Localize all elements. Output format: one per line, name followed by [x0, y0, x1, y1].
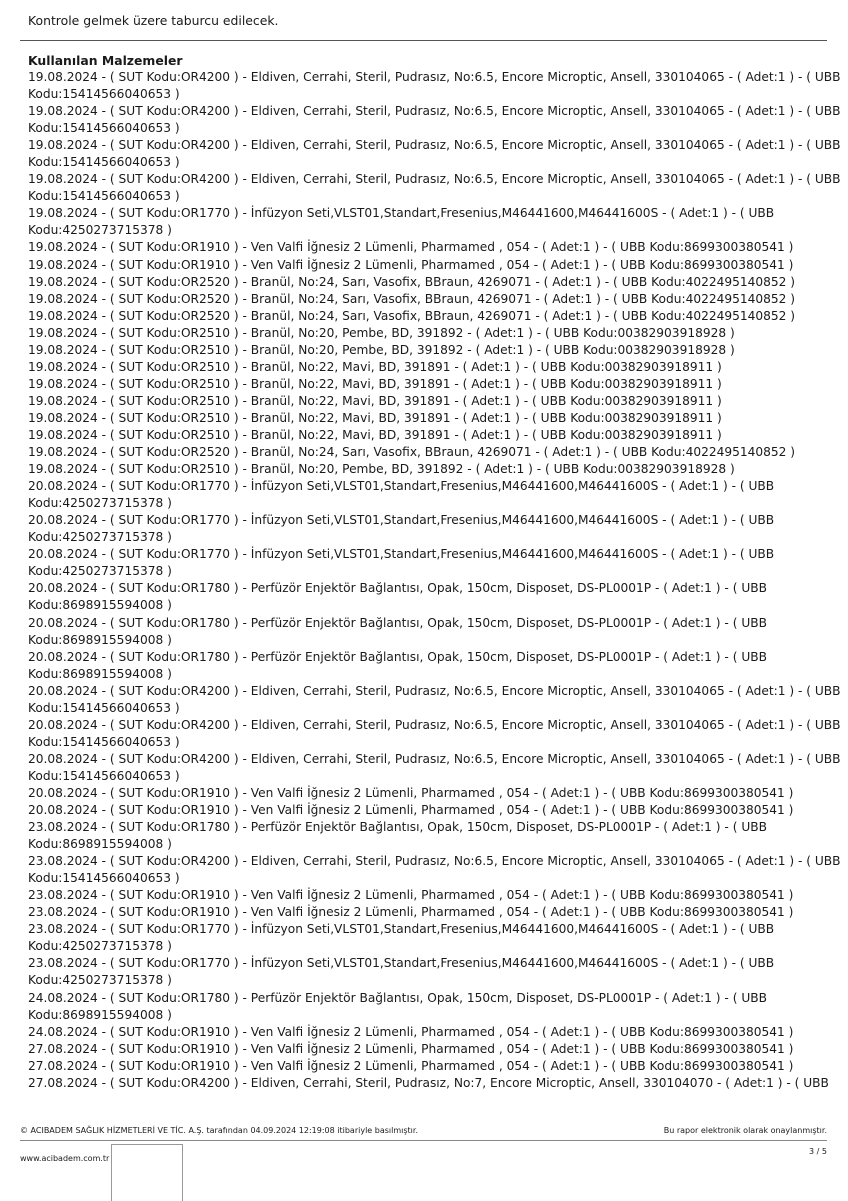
material-entry-line: Kodu:8698915594008 )	[28, 837, 172, 852]
divider	[20, 40, 827, 41]
material-entry-line: Kodu:4250273715378 )	[28, 939, 172, 954]
material-entry-line: 20.08.2024 - ( SUT Kodu:OR1910 ) - Ven Valfi İğnesiz 2 Lümenli, Pharmamed , 054 - ( Adet:1 ) - ( UBB Kodu:8699300380541 )	[28, 803, 794, 818]
material-entry-line: 20.08.2024 - ( SUT Kodu:OR1780 ) - Perfüzör Enjektör Bağlantısı, Opak, 150cm, Disposet, DS-PL0001P - ( Adet:1 ) - ( UBB	[28, 649, 767, 664]
material-entry-line: 19.08.2024 - ( SUT Kodu:OR2510 ) - Branül, No:20, Pembe, BD, 391892 - ( Adet:1 ) - ( UBB Kodu:00382903918928 )	[28, 462, 735, 477]
material-entry-line: 19.08.2024 - ( SUT Kodu:OR4200 ) - Eldiven, Cerrahi, Steril, Pudrasız, No:6.5, Encore Microptic, Ansell, 330104065 - ( Adet:1 ) - ( UBB	[28, 70, 841, 84]
material-entry-line: 19.08.2024 - ( SUT Kodu:OR4200 ) - Eldiven, Cerrahi, Steril, Pudrasız, No:6.5, Encore Microptic, Ansell, 330104065 - ( Adet:1 ) - ( UBB	[28, 104, 841, 119]
material-entry-line: Kodu:4250273715378 )	[28, 223, 172, 238]
material-entry-line: 19.08.2024 - ( SUT Kodu:OR2520 ) - Branül, No:24, Sarı, Vasofix, BBraun, 4269071 - ( Adet:1 ) - ( UBB Kodu:4022495140852 )	[28, 291, 796, 306]
material-entry	[28, 410, 818, 427]
material-entry	[28, 205, 818, 239]
material-entry	[28, 103, 841, 137]
material-entry-line: Kodu:8698915594008 )	[28, 1007, 172, 1022]
material-entry	[28, 376, 818, 393]
material-entry-line: Kodu:15414566040653 )	[28, 87, 180, 102]
material-entry	[28, 904, 818, 921]
material-entry-line: Kodu:4250273715378 )	[28, 564, 172, 579]
material-entry	[28, 461, 818, 478]
material-entry-line: 19.08.2024 - ( SUT Kodu:OR2510 ) - Branül, No:22, Mavi, BD, 391891 - ( Adet:1 ) - ( UBB Kodu:00382903918911 )	[28, 376, 722, 391]
website-link[interactable]: www.acibadem.com.tr	[20, 1154, 110, 1163]
material-entry-line: 19.08.2024 - ( SUT Kodu:OR1910 ) - Ven Valfi İğnesiz 2 Lümenli, Pharmamed , 054 - ( Adet:1 ) - ( UBB Kodu:8699300380541 )	[28, 240, 794, 255]
footer-divider	[20, 1140, 827, 1141]
material-entry-line: Kodu:15414566040653 )	[28, 189, 180, 204]
material-entry	[28, 887, 818, 904]
material-entry	[28, 342, 818, 359]
material-entry-line: Kodu:15414566040653 )	[28, 121, 180, 136]
material-entry-line: 27.08.2024 - ( SUT Kodu:OR1910 ) - Ven Valfi İğnesiz 2 Lümenli, Pharmamed , 054 - ( Adet:1 ) - ( UBB Kodu:8699300380541 )	[28, 1058, 794, 1073]
material-entry-line: 19.08.2024 - ( SUT Kodu:OR1910 ) - Ven Valfi İğnesiz 2 Lümenli, Pharmamed , 054 - ( Adet:1 ) - ( UBB Kodu:8699300380541 )	[28, 257, 794, 272]
material-entry-line: Kodu:15414566040653 )	[28, 768, 180, 783]
material-entry-line: 20.08.2024 - ( SUT Kodu:OR1770 ) - İnfüzyon Seti,VLST01,Standart,Fresenius,M46441600,M46441600S - ( Adet:1 ) - ( UBB	[28, 547, 775, 562]
material-entry-line: 23.08.2024 - ( SUT Kodu:OR1780 ) - Perfüzör Enjektör Bağlantısı, Opak, 150cm, Disposet, DS-PL0001P - ( Adet:1 ) - ( UBB	[28, 820, 767, 835]
material-entry-line: 23.08.2024 - ( SUT Kodu:OR1770 ) - İnfüzyon Seti,VLST01,Standart,Fresenius,M46441600,M46441600S - ( Adet:1 ) - ( UBB	[28, 956, 775, 971]
material-entry-line: 23.08.2024 - ( SUT Kodu:OR1910 ) - Ven Valfi İğnesiz 2 Lümenli, Pharmamed , 054 - ( Adet:1 ) - ( UBB Kodu:8699300380541 )	[28, 888, 794, 903]
material-entry-line: 19.08.2024 - ( SUT Kodu:OR2520 ) - Branül, No:24, Sarı, Vasofix, BBraun, 4269071 - ( Adet:1 ) - ( UBB Kodu:4022495140852 )	[28, 308, 796, 323]
material-entry	[28, 717, 841, 751]
material-entry	[28, 802, 818, 819]
material-entry	[28, 615, 818, 649]
material-entry	[28, 478, 818, 512]
material-entry-line: Kodu:4250273715378 )	[28, 973, 172, 988]
material-entry-line: 19.08.2024 - ( SUT Kodu:OR2520 ) - Branül, No:24, Sarı, Vasofix, BBraun, 4269071 - ( Adet:1 ) - ( UBB Kodu:4022495140852 )	[28, 445, 796, 460]
material-entry	[28, 1058, 818, 1075]
material-entry-line: 27.08.2024 - ( SUT Kodu:OR4200 ) - Eldiven, Cerrahi, Steril, Pudrasız, No:7, Encore Microptic, Ansell, 330104070 - ( Adet:1 ) - ( UBB	[28, 1075, 829, 1090]
material-entry	[28, 69, 841, 103]
material-entry-line: 23.08.2024 - ( SUT Kodu:OR1770 ) - İnfüzyon Seti,VLST01,Standart,Fresenius,M46441600,M46441600S - ( Adet:1 ) - ( UBB	[28, 922, 775, 937]
material-entry	[28, 649, 818, 683]
material-entry	[28, 444, 818, 461]
material-entry-line: 20.08.2024 - ( SUT Kodu:OR4200 ) - Eldiven, Cerrahi, Steril, Pudrasız, No:6.5, Encore Microptic, Ansell, 330104065 - ( Adet:1 ) - ( UBB	[28, 683, 841, 698]
material-entry-line: 19.08.2024 - ( SUT Kodu:OR1770 ) - İnfüzyon Seti,VLST01,Standart,Fresenius,M46441600,M46441600S - ( Adet:1 ) - ( UBB	[28, 206, 775, 221]
material-entry	[28, 580, 818, 614]
material-entry	[28, 239, 818, 256]
material-entry-line: 20.08.2024 - ( SUT Kodu:OR4200 ) - Eldiven, Cerrahi, Steril, Pudrasız, No:6.5, Encore Microptic, Ansell, 330104065 - ( Adet:1 ) - ( UBB	[28, 751, 841, 766]
material-entry	[28, 819, 818, 853]
material-entry	[28, 990, 818, 1024]
materials-section	[28, 52, 841, 1092]
material-entry-line: 19.08.2024 - ( SUT Kodu:OR2510 ) - Branül, No:22, Mavi, BD, 391891 - ( Adet:1 ) - ( UBB Kodu:00382903918911 )	[28, 393, 722, 408]
material-entry	[28, 546, 818, 580]
material-entry	[28, 257, 818, 274]
material-entry	[28, 751, 841, 785]
material-entry	[28, 921, 818, 955]
material-entry-line: 24.08.2024 - ( SUT Kodu:OR1780 ) - Perfüzör Enjektör Bağlantısı, Opak, 150cm, Disposet, DS-PL0001P - ( Adet:1 ) - ( UBB	[28, 990, 767, 1005]
material-entry	[28, 955, 818, 989]
material-entry-line: Kodu:4250273715378 )	[28, 530, 172, 545]
material-entry	[28, 393, 818, 410]
material-entry-line: Kodu:8698915594008 )	[28, 598, 172, 613]
section-title: Kullanılan Malzemeler	[28, 53, 183, 68]
material-entry-line: 27.08.2024 - ( SUT Kodu:OR1910 ) - Ven Valfi İğnesiz 2 Lümenli, Pharmamed , 054 - ( Adet:1 ) - ( UBB Kodu:8699300380541 )	[28, 1041, 794, 1056]
material-entry-line: Kodu:8698915594008 )	[28, 632, 172, 647]
material-entry-line: Kodu:15414566040653 )	[28, 734, 180, 749]
page-number: 3 / 5	[809, 1147, 827, 1156]
material-entry-line: 19.08.2024 - ( SUT Kodu:OR2510 ) - Branül, No:22, Mavi, BD, 391891 - ( Adet:1 ) - ( UBB Kodu:00382903918911 )	[28, 410, 722, 425]
print-notice: © ACIBADEM SAĞLIK HİZMETLERİ VE TİC. A.Ş. tarafından 04.09.2024 12:19:08 itibariyle basılmıştır.	[20, 1126, 418, 1135]
material-entry-line: Kodu:4250273715378 )	[28, 496, 172, 511]
material-entry-line: Kodu:15414566040653 )	[28, 700, 180, 715]
material-entry-line: 19.08.2024 - ( SUT Kodu:OR2510 ) - Branül, No:22, Mavi, BD, 391891 - ( Adet:1 ) - ( UBB Kodu:00382903918911 )	[28, 359, 722, 374]
material-entry-line: 20.08.2024 - ( SUT Kodu:OR1780 ) - Perfüzör Enjektör Bağlantısı, Opak, 150cm, Disposet, DS-PL0001P - ( Adet:1 ) - ( UBB	[28, 581, 767, 596]
material-entry	[28, 427, 818, 444]
material-entry-line: 23.08.2024 - ( SUT Kodu:OR4200 ) - Eldiven, Cerrahi, Steril, Pudrasız, No:6.5, Encore Microptic, Ansell, 330104065 - ( Adet:1 ) - ( UBB	[28, 854, 841, 869]
material-entry-line: Kodu:15414566040653 )	[28, 155, 180, 170]
material-entry-line: 19.08.2024 - ( SUT Kodu:OR4200 ) - Eldiven, Cerrahi, Steril, Pudrasız, No:6.5, Encore Microptic, Ansell, 330104065 - ( Adet:1 ) - ( UBB	[28, 172, 841, 187]
material-entry	[28, 359, 818, 376]
material-entry-line: 20.08.2024 - ( SUT Kodu:OR1770 ) - İnfüzyon Seti,VLST01,Standart,Fresenius,M46441600,M46441600S - ( Adet:1 ) - ( UBB	[28, 479, 775, 494]
material-entry-line: 20.08.2024 - ( SUT Kodu:OR4200 ) - Eldiven, Cerrahi, Steril, Pudrasız, No:6.5, Encore Microptic, Ansell, 330104065 - ( Adet:1 ) - ( UBB	[28, 717, 841, 732]
material-entry-line: 19.08.2024 - ( SUT Kodu:OR2510 ) - Branül, No:20, Pembe, BD, 391892 - ( Adet:1 ) - ( UBB Kodu:00382903918928 )	[28, 342, 735, 357]
approval-notice: Bu rapor elektronik olarak onaylanmıştır.	[663, 1126, 827, 1135]
material-entry	[28, 171, 841, 205]
material-entry-line: 23.08.2024 - ( SUT Kodu:OR1910 ) - Ven Valfi İğnesiz 2 Lümenli, Pharmamed , 054 - ( Adet:1 ) - ( UBB Kodu:8699300380541 )	[28, 905, 794, 920]
material-entry-line: 19.08.2024 - ( SUT Kodu:OR2520 ) - Branül, No:24, Sarı, Vasofix, BBraun, 4269071 - ( Adet:1 ) - ( UBB Kodu:4022495140852 )	[28, 274, 796, 289]
material-entry-line: 20.08.2024 - ( SUT Kodu:OR1910 ) - Ven Valfi İğnesiz 2 Lümenli, Pharmamed , 054 - ( Adet:1 ) - ( UBB Kodu:8699300380541 )	[28, 785, 794, 800]
material-entry	[28, 683, 841, 717]
material-entry-line: Kodu:15414566040653 )	[28, 871, 180, 886]
material-entry	[28, 1041, 818, 1058]
material-entry	[28, 853, 841, 887]
material-entry	[28, 137, 841, 171]
material-entry	[28, 291, 818, 308]
materials-list	[28, 69, 841, 1092]
material-entry	[28, 274, 818, 291]
signature-box	[111, 1144, 183, 1201]
material-entry	[28, 308, 818, 325]
material-entry	[28, 1075, 829, 1092]
material-entry	[28, 512, 818, 546]
material-entry-line: 24.08.2024 - ( SUT Kodu:OR1910 ) - Ven Valfi İğnesiz 2 Lümenli, Pharmamed , 054 - ( Adet:1 ) - ( UBB Kodu:8699300380541 )	[28, 1024, 794, 1039]
material-entry-line: 19.08.2024 - ( SUT Kodu:OR2510 ) - Branül, No:22, Mavi, BD, 391891 - ( Adet:1 ) - ( UBB Kodu:00382903918911 )	[28, 427, 722, 442]
material-entry	[28, 325, 818, 342]
material-entry-line: 20.08.2024 - ( SUT Kodu:OR1780 ) - Perfüzör Enjektör Bağlantısı, Opak, 150cm, Disposet, DS-PL0001P - ( Adet:1 ) - ( UBB	[28, 615, 767, 630]
material-entry	[28, 1024, 818, 1041]
material-entry-line: 19.08.2024 - ( SUT Kodu:OR2510 ) - Branül, No:20, Pembe, BD, 391892 - ( Adet:1 ) - ( UBB Kodu:00382903918928 )	[28, 325, 735, 340]
material-entry-line: 19.08.2024 - ( SUT Kodu:OR4200 ) - Eldiven, Cerrahi, Steril, Pudrasız, No:6.5, Encore Microptic, Ansell, 330104065 - ( Adet:1 ) - ( UBB	[28, 138, 841, 153]
discharge-note: Kontrole gelmek üzere taburcu edilecek.	[28, 13, 279, 28]
material-entry	[28, 785, 818, 802]
material-entry-line: 20.08.2024 - ( SUT Kodu:OR1770 ) - İnfüzyon Seti,VLST01,Standart,Fresenius,M46441600,M46441600S - ( Adet:1 ) - ( UBB	[28, 513, 775, 528]
material-entry-line: Kodu:8698915594008 )	[28, 666, 172, 681]
